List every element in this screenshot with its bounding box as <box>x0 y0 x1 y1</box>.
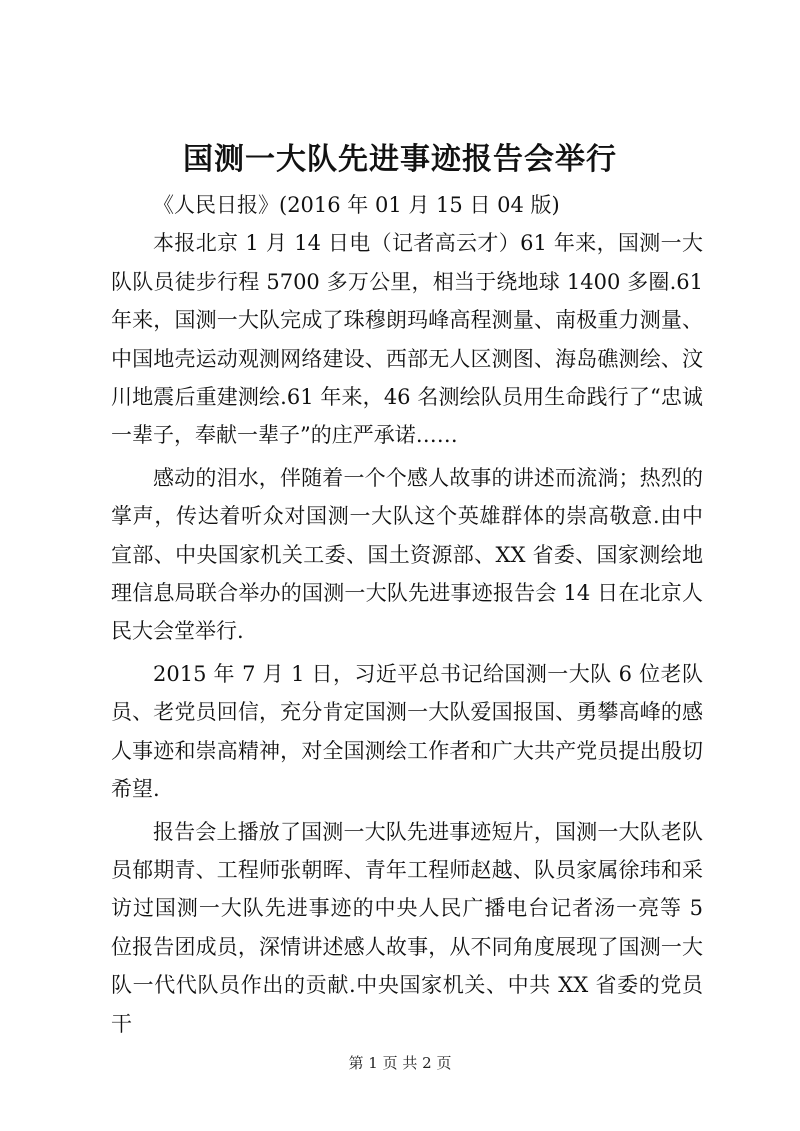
paragraph-2: 感动的泪水，伴随着一个个感人故事的讲述而流淌；热烈的掌声，传达着听众对国测一大队这个英雄群体的崇高敬意.由中宣部、中央国家机关工委、国土资源部、XX 省委、国家测绘地理信息局联合举办的国测一大队先进事迹报告会 14 日在北京人民大会堂举行. <box>111 465 703 644</box>
source-line: 《人民日报》(2016 年 01 月 15 日 04 版) <box>153 193 560 217</box>
paragraph-3: 2015 年 7 月 1 日，习近平总书记给国测一大队 6 位老队员、老党员回信，充分肯定国测一大队爱国报国、勇攀高峰的感人事迹和崇高精神，对全国测绘工作者和广大共产党员提出殷切希望. <box>111 661 703 802</box>
document-title: 国测一大队先进事迹报告会举行 <box>183 142 617 177</box>
document-body <box>111 186 703 1043</box>
paragraph-1: 本报北京 1 月 14 日电（记者高云才）61 年来，国测一大队队员徒步行程 5700 多万公里，相当于绕地球 1400 多圈.61 年来，国测一大队完成了珠穆朗玛峰高程测量、南极重力测量、中国地壳运动观测网络建设、西部无人区测图、海岛礁测绘、汶川地震后重建测绘.61 年来，46 名测绘队员用生命践行了“忠诚一辈子，奉献一辈子”的庄严承诺…… <box>111 231 703 448</box>
page-number-footer: 第 1 页 共 2 页 <box>348 1054 452 1072</box>
paragraph-4: 报告会上播放了国测一大队先进事迹短片，国测一大队老队员郁期青、工程师张朝晖、青年工程师赵越、队员家属徐玮和采访过国测一大队先进事迹的中央人民广播电台记者汤一亮等 5 位报告团成员，深情讲述感人故事，从不同角度展现了国测一大队一代代队员作出的贡献.中央国家机关、中共 XX 省委的党员干 <box>111 819 703 1036</box>
